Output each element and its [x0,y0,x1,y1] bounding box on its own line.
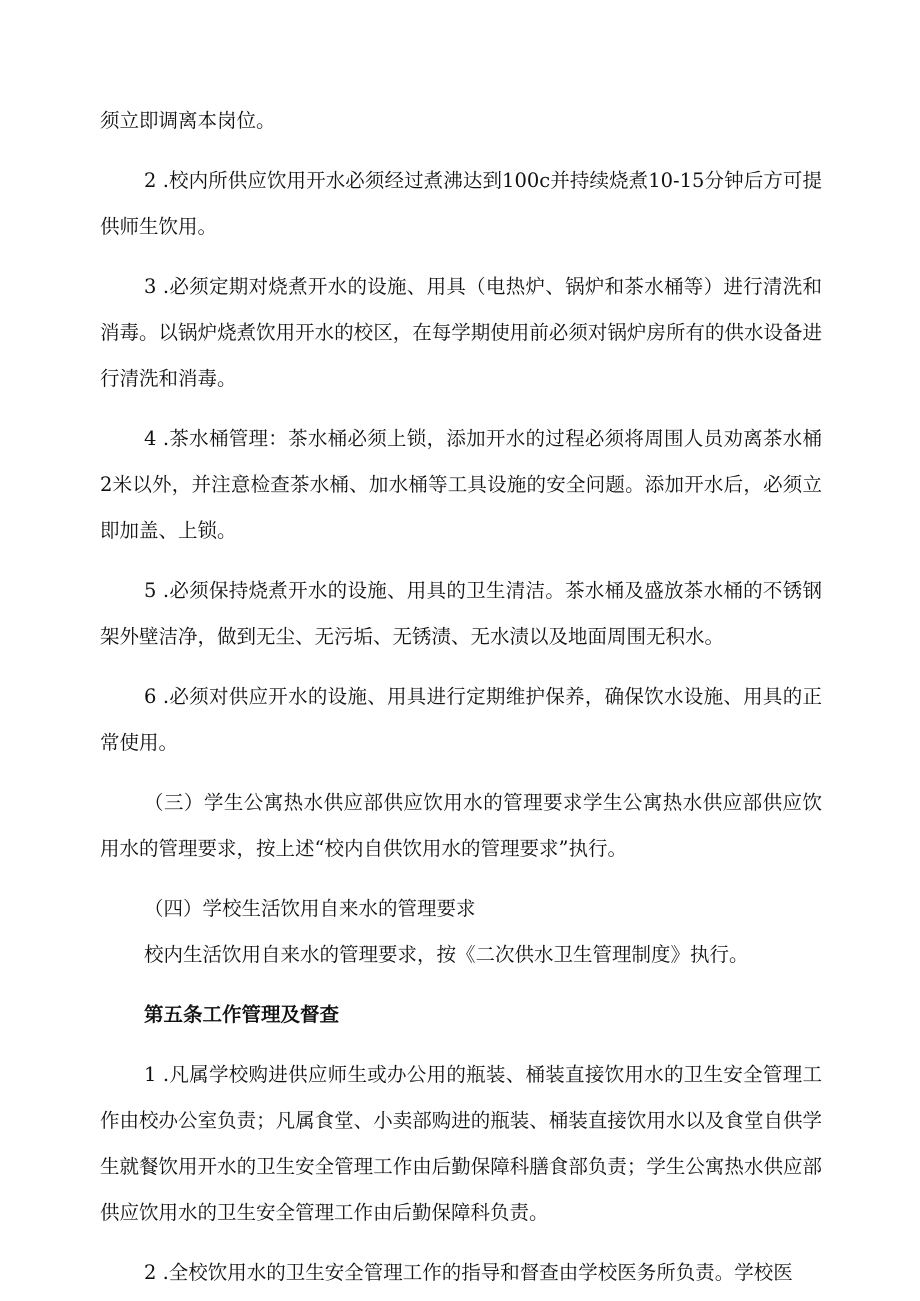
paragraph-section-3: （三）学生公寓热水供应部供应饮用水的管理要求学生公寓热水供应部供应饮用水的管理要求，按上述“校内自供饮用水的管理要求”执行。 [100,791,822,860]
paragraph-item-5: 5 .必须保持烧煮开水的设施、用具的卫生清洁。茶水桶及盛放茶水桶的不锈钢架外壁洁净，做到无尘、无污垢、无锈渍、无水渍以及地面周围无积水。 [100,579,822,648]
paragraph-item-6: 6 .必须对供应开水的设施、用具进行定期维护保养，确保饮水设施、用具的正常使用。 [100,685,822,754]
paragraph-management-2: 2 .全校饮用水的卫生安全管理工作的指导和督查由学校医务所负责。学校医 [144,1261,793,1284]
paragraph-continuation: 须立即调离本岗位。 [100,109,276,132]
article-heading: 第五条工作管理及督查 [144,1003,340,1026]
paragraph-tap-water: 校内生活饮用自来水的管理要求，按《二次供水卫生管理制度》执行。 [144,943,749,966]
paragraph-management-1: 1 .凡属学校购进供应师生或办公用的瓶装、桶装直接饮用水的卫生安全管理工作由校办公室负责；凡属食堂、小卖部购进的瓶装、桶装直接饮用水以及食堂自供学生就餐饮用开水的卫生安全管理工作由后勤保障科膳食部负责；学生公寓热水供应部供应饮用水的卫生安全管理工作由后勤保障科负责。 [100,1063,822,1224]
paragraph-item-3: 3 .必须定期对烧煮开水的设施、用具（电热炉、锅炉和茶水桶等）进行清洗和消毒。以锅炉烧煮饮用开水的校区，在每学期使用前必须对锅炉房所有的供水设备进行清洗和消毒。 [100,275,822,390]
paragraph-item-4: 4 .茶水桶管理：茶水桶必须上锁，添加开水的过程必须将周围人员劝离茶水桶2米以外，并注意检查茶水桶、加水桶等工具设施的安全问题。添加开水后，必须立即加盖、上锁。 [100,427,822,542]
document-page [100,98,822,1296]
paragraph-section-4: （四）学校生活饮用自来水的管理要求 [144,897,476,920]
paragraph-item-2: 2 .校内所供应饮用开水必须经过煮沸达到100c并持续烧煮10-15分钟后方可提供师生饮用。 [100,169,822,238]
